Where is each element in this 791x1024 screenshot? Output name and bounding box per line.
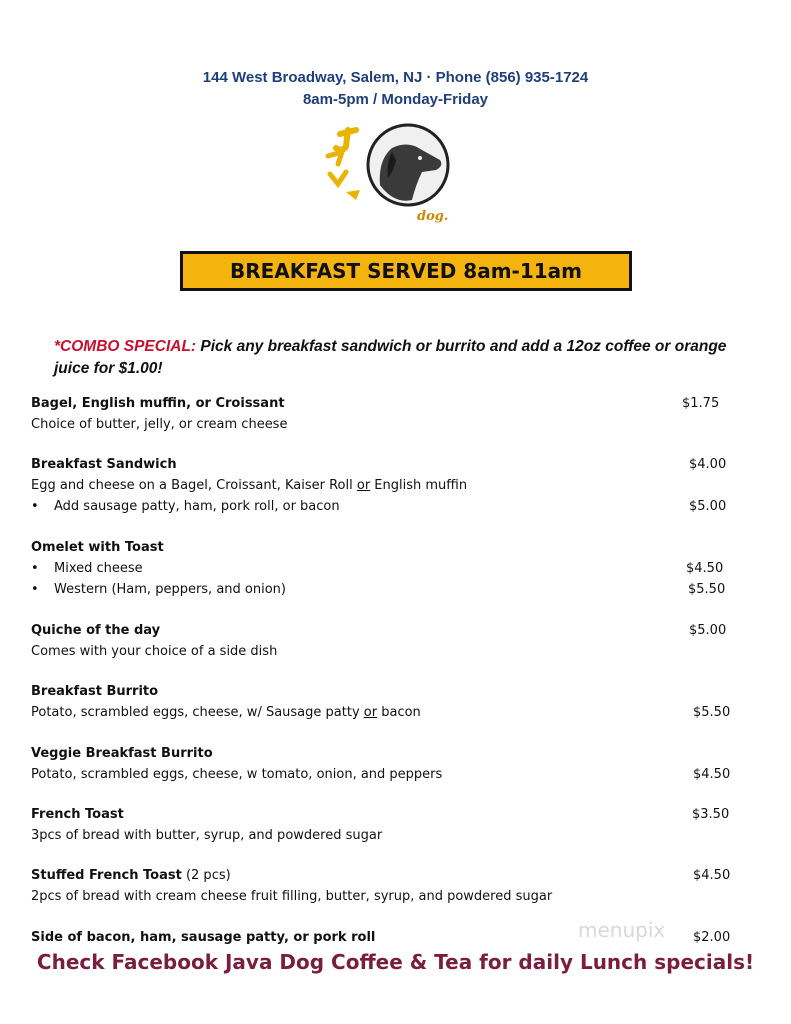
- item-desc: 3pcs of bread with butter, syrup, and powdered sugar: [31, 828, 383, 843]
- footer-note: Check Facebook Java Dog Coffee & Tea for daily Lunch specials!: [36, 950, 755, 974]
- item-desc: 2pcs of bread with cream cheese fruit filling, butter, syrup, and powdered sugar: [31, 889, 553, 904]
- option-price: $4.50: [686, 561, 724, 576]
- watermark: menupix: [578, 918, 666, 942]
- item-name: Side of bacon, ham, sausage patty, or pork roll: [31, 930, 376, 945]
- item-name: Quiche of the day: [31, 623, 161, 638]
- option-price: $5.50: [688, 582, 726, 597]
- item-price: $4.50: [693, 767, 731, 782]
- address-line: 144 West Broadway, Salem, NJ · Phone (856) 935-1724: [202, 69, 589, 86]
- item-name: Veggie Breakfast Burrito: [31, 746, 213, 761]
- option-western: Western (Ham, peppers, and onion): [54, 582, 286, 597]
- logo-text: dog.: [417, 209, 449, 224]
- item-price: $2.00: [693, 930, 731, 945]
- item-desc: Comes with your choice of a side dish: [31, 644, 278, 659]
- item-name: Bagel, English muffin, or Croissant: [31, 396, 285, 411]
- menu-item-omelet: Omelet with Toast • Mixed cheese $4.50 • Western (Ham, peppers, and onion) $5.50: [31, 537, 731, 600]
- item-name: Omelet with Toast: [31, 540, 164, 555]
- combo-label: *COMBO SPECIAL:: [54, 338, 197, 355]
- breakfast-banner: BREAKFAST SERVED 8am-11am: [180, 251, 632, 291]
- item-desc: Egg and cheese on a Bagel, Croissant, Kaiser Roll or English muffin: [31, 478, 468, 493]
- item-price: $4.50: [693, 868, 731, 883]
- item-name: Breakfast Sandwich: [31, 457, 177, 472]
- menu-item-stuffed-french-toast: [31, 865, 731, 907]
- java-dog-logo: [322, 120, 462, 228]
- item-desc: Potato, scrambled eggs, cheese, w tomato, onion, and peppers: [31, 767, 443, 782]
- combo-special: [54, 336, 744, 380]
- item-price: $3.50: [692, 807, 730, 822]
- item-desc: Choice of butter, jelly, or cream cheese: [31, 417, 288, 432]
- item-name: French Toast: [31, 807, 124, 822]
- item-name: Stuffed French Toast: [31, 868, 182, 883]
- item-price: $5.00: [689, 623, 727, 638]
- addon-price: $5.00: [689, 499, 727, 514]
- item-name: Breakfast Burrito: [31, 684, 159, 699]
- item-name-suffix: (2 pcs): [181, 868, 231, 883]
- menu-item-breakfast-burrito: [31, 681, 731, 723]
- item-price: $1.75: [682, 396, 720, 411]
- menu-item-french-toast: [31, 804, 731, 846]
- hours-line: 8am-5pm / Monday-Friday: [302, 91, 489, 108]
- item-addon: Add sausage patty, ham, pork roll, or bacon: [54, 499, 340, 514]
- menu-item-breakfast-sandwich: Breakfast Sandwich $4.00 Egg and cheese on a Bagel, Croissant, Kaiser Roll or English muffin • Add sausage patty, ham, pork roll, or bacon $5.00: [31, 454, 731, 517]
- combo-text: Pick any breakfast sandwich or burrito and add a 12oz coffee or orange juice for $1.00!: [54, 338, 727, 377]
- menu-item-veggie-burrito: [31, 743, 731, 785]
- item-desc: Potato, scrambled eggs, cheese, w/ Sausage patty or bacon $5.50: [31, 702, 731, 723]
- option-mixed-cheese: Mixed cheese: [54, 561, 143, 576]
- item-price: $5.50: [693, 705, 731, 720]
- item-price: $4.00: [689, 457, 727, 472]
- menu-item-bagel: [31, 393, 731, 435]
- menu-item-quiche: [31, 620, 731, 662]
